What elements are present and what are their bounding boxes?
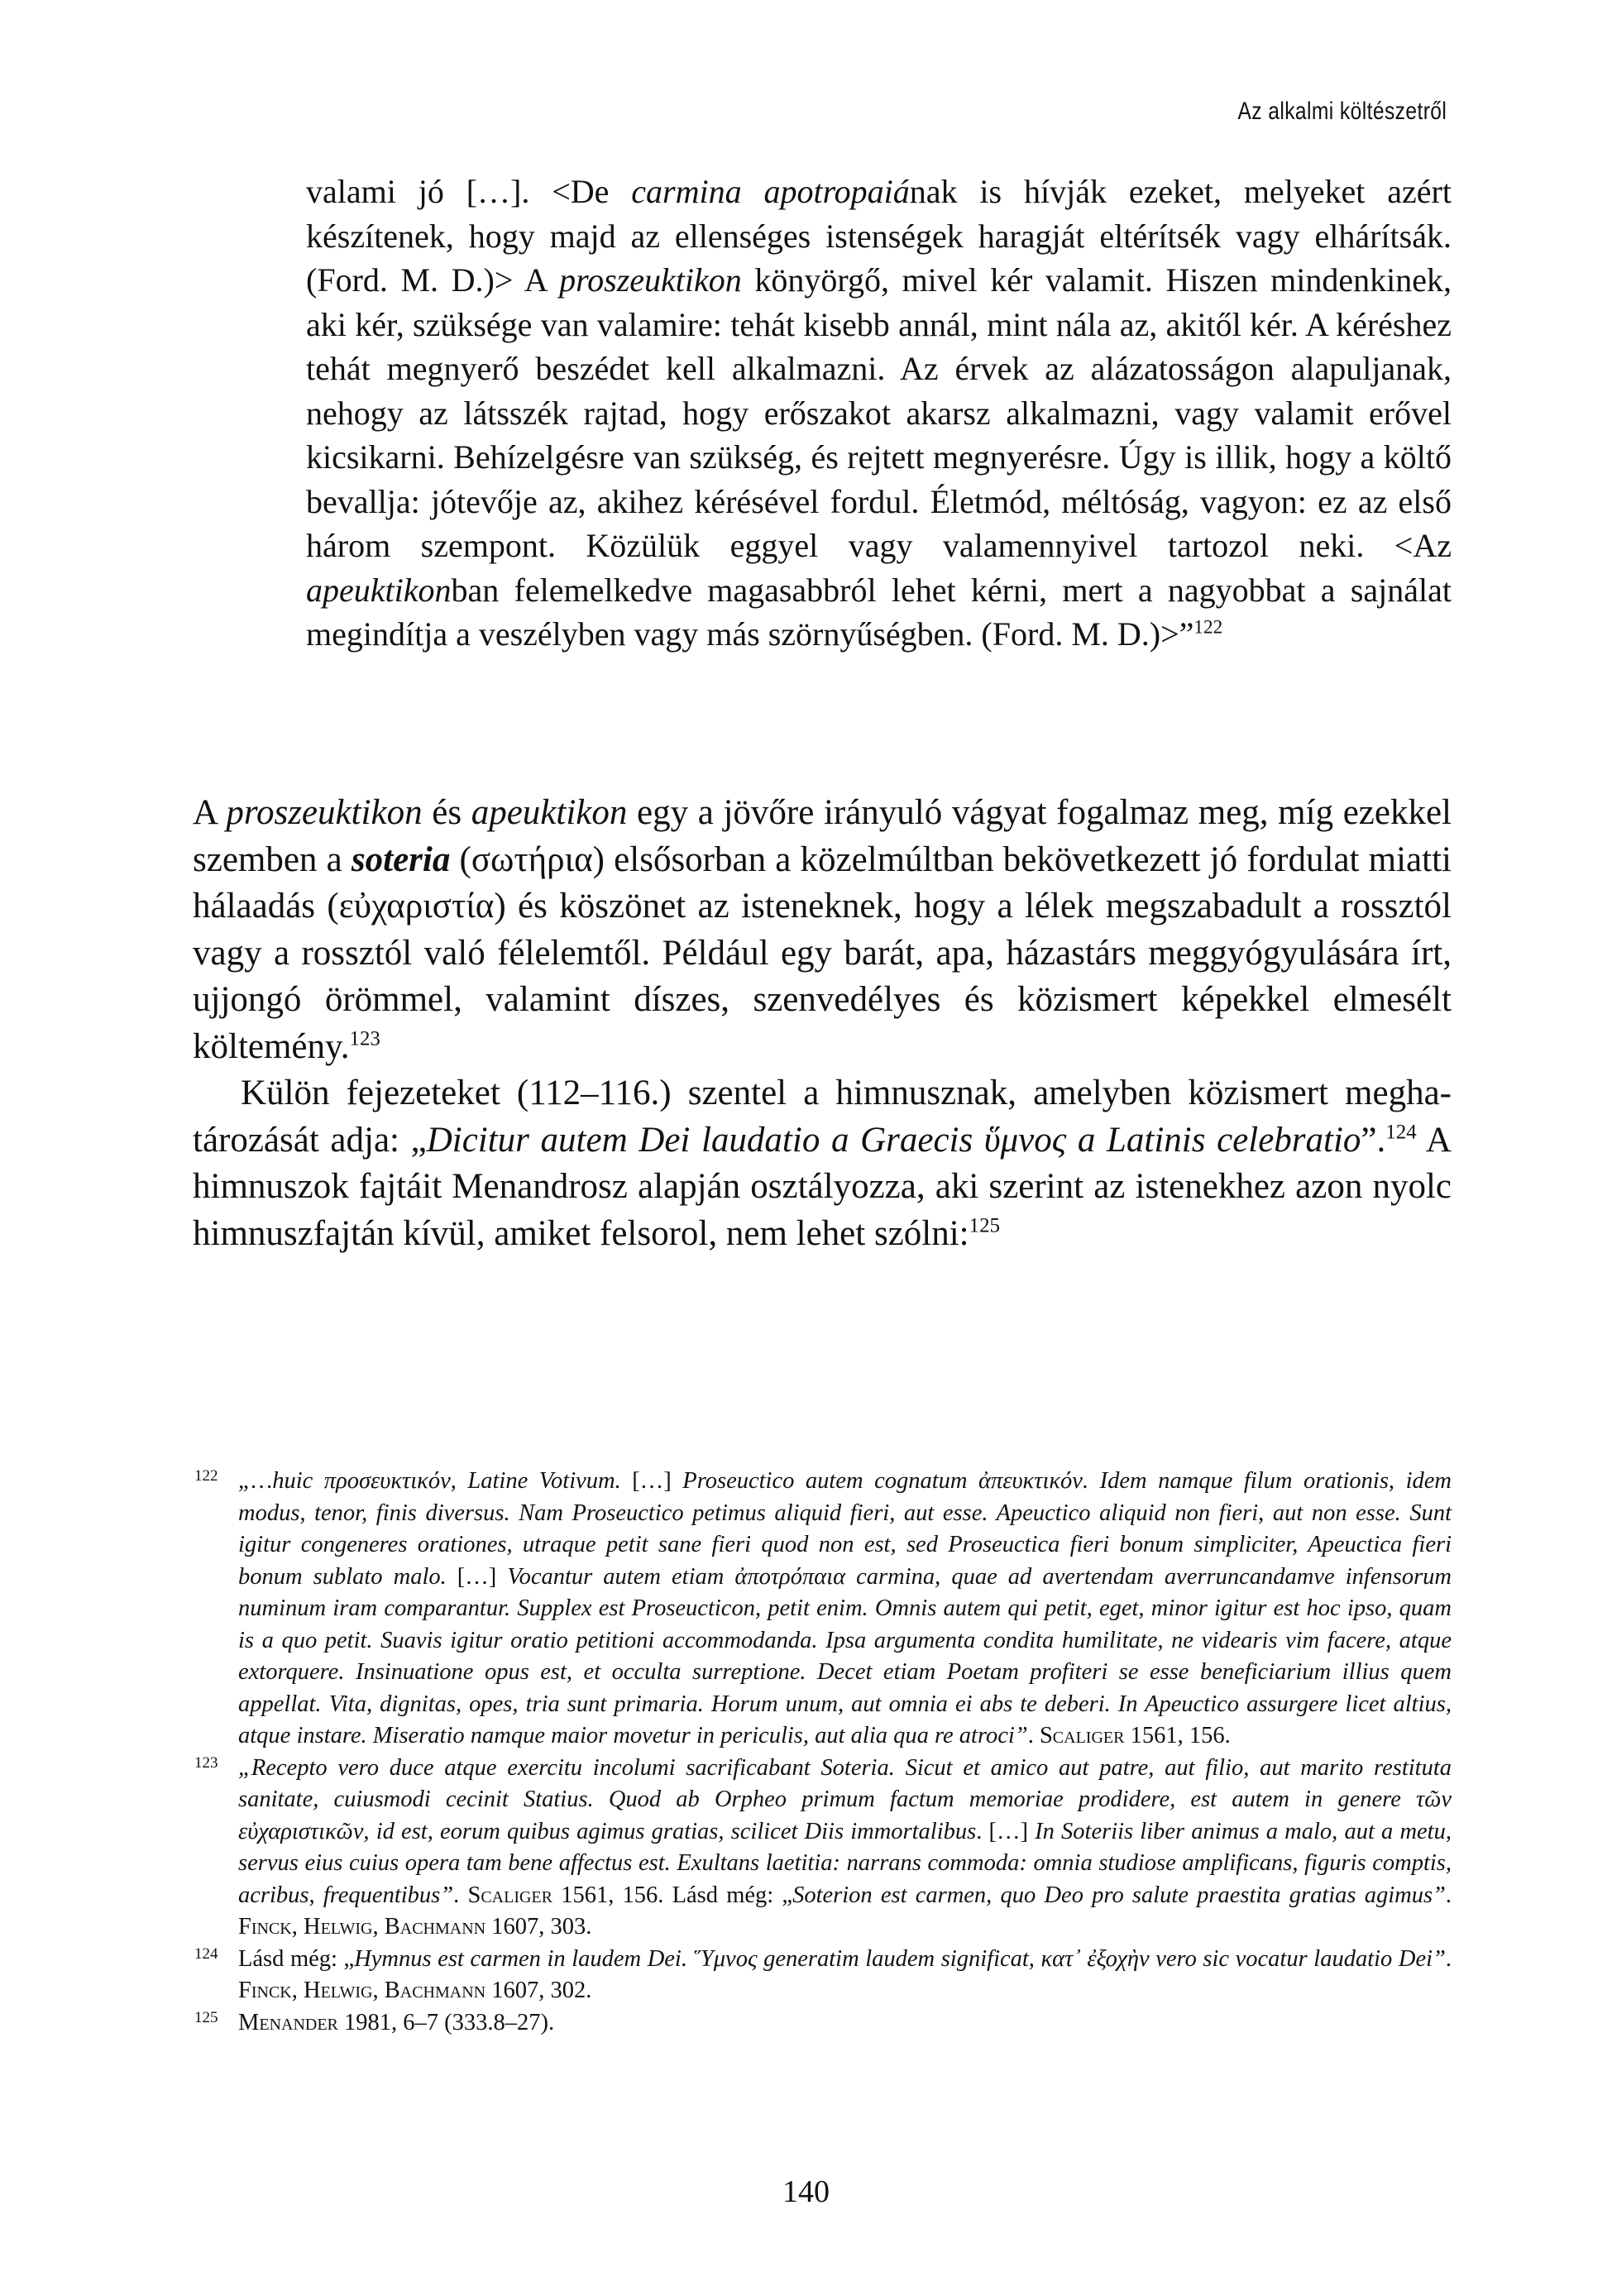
footnote-124 <box>193 1944 1452 2007</box>
term-apeuktikon: apeuktikon <box>471 793 628 832</box>
citation-author: Finck, Helwig, Bachmann <box>238 1978 486 2003</box>
paragraph-2 <box>193 1070 1452 1257</box>
punctuation: . <box>1445 1945 1452 1972</box>
quote-term-apeuktikon: apeuktikon <box>306 571 452 609</box>
footnote-125 <box>193 2007 1452 2040</box>
quote-text: ban felemelkedve magasabbról lehet kérni, mert a nagyobbat a sajnálat megindítja a veszélyben vagy más szörnyűségben. (Ford. M. D.)>” <box>306 571 1452 653</box>
body-text <box>193 790 1452 1257</box>
footnote-text: Hymnus est carmen in laudem Dei. Ὕμνος generatim laudem significat, κατ᾽ ἐξοχὴν vero sic vocatur laudatio Dei” <box>354 1945 1446 1972</box>
citation-author: Scaliger <box>1039 1723 1125 1748</box>
quote-term-proszeuktikon: proszeuktikon <box>559 261 742 299</box>
text: ”. <box>1361 1120 1386 1160</box>
citation-ref: 1607, 302. <box>486 1978 592 2003</box>
citation-author: Scaliger <box>467 1882 552 1908</box>
footnote-text: Lásd még: „ <box>238 1945 355 1972</box>
footnote-text: „…huic προσευκτικόν, Latine Votivum. <box>238 1468 633 1494</box>
footnote-text: Vocantur autem etiam ἀποτρόπαια carmina, quae ad avertendam averruncandamve infensorum numinum iram comparantur. Supplex est Proseucticon, petit enim. Omnis autem qui petit, eget, minor igitur est hoc ipso, quam is a quo petit. Suavis igitur oratio petitioni accommodanda. Ipsa argumenta condita humilitate, ne videaris vim facere, atque extorquere. Insinuatione opus est, et occulta surreptione. Decet etiam Poetam profiteri se esse beneficiarium illius quem appellat. Vita, dignitas, opes, tria sunt primaria. Horum unum, aut omnia ei abs te deberi. In Apeuctico assurgere licet altius, atque instare. Miseratio namque maior movetur in periculis, aut alia qua re atroci” <box>238 1563 1452 1748</box>
term-soteria: soteria <box>351 839 451 879</box>
block-quotation <box>306 170 1452 657</box>
footnote-text: Soterion est carmen, quo Deo pro salute praestita gratias agimus” <box>792 1882 1446 1908</box>
quote-text: nak is hívják ezeket, melyeket azért készítenek, hogy majd az ellenséges istenségek haragját eltérítsék vagy elhárítsák. (Ford. M. D.)> A <box>306 173 1452 299</box>
punctuation: . <box>453 1882 468 1908</box>
footnote-number: 123 <box>194 1753 218 1772</box>
ellipsis: […] <box>632 1468 672 1494</box>
footnote-number: 124 <box>194 1944 218 1963</box>
footnote-ref-124[interactable]: 124 <box>1385 1121 1417 1144</box>
footnotes <box>193 1466 1452 2039</box>
citation-author: Menander <box>238 2009 338 2035</box>
quote-term-carmina: carmina apotropaiá <box>631 173 910 210</box>
text: (σωτήρια) elsősorban a közelmúltban bekövetkezett jó fordulat miatti hálaadás (εὐχαριστία) és köszönet az isteneknek, hogy a lélek megszabadult a rossztól vagy a rossztól való félelemtől. Például egy barát, apa, házastárs meggyógyulására írt, ujjongó örömmel, valamint díszes, szenvedélyes és közismert képekkel elmesélt költemény. <box>193 839 1452 1066</box>
footnote-ref-125[interactable]: 125 <box>969 1214 1001 1237</box>
text: A himnuszok fajtáit Menandrosz alapján osztályozza, aki szerint az istenekhez azon nyolc himnuszfajtán kívül, amiket felsorol, nem lehet szólni: <box>193 1120 1452 1253</box>
text: és <box>422 793 471 832</box>
page-number: 140 <box>782 2174 830 2209</box>
ellipsis: […] <box>457 1563 497 1590</box>
running-head: Az alkalmi költészetről <box>1237 98 1447 125</box>
footnote-ref-122[interactable]: 122 <box>1193 616 1223 639</box>
term-proszeuktikon: proszeuktikon <box>226 793 423 832</box>
citation-ref: 1981, 6–7 (333.8–27). <box>337 2009 555 2035</box>
footnote-122 <box>193 1466 1452 1753</box>
quote-text: valami jó […]. <De <box>306 173 632 210</box>
paragraph-1 <box>193 790 1452 1070</box>
citation-ref: 1607, 303. <box>486 1914 592 1940</box>
footnote-text: In Soteriis liber animus a malo, aut a metu, servus eius cuius opera tam bene affectus est. Exultans laetitia: narrans commoda: omnia studiose amplificans, figuris comptis, acribus, frequentibus” <box>238 1818 1452 1908</box>
citation-author: Finck, Helwig, Bachmann <box>238 1914 486 1940</box>
latin-definition: Dicitur autem Dei laudatio a Graecis ὕμνος a Latinis celebratio <box>426 1120 1361 1160</box>
quote-text: könyörgő, mivel kér valamit. Hiszen mindenkinek, aki kér, szüksége van valamire: tehát kisebb annál, mint nála az, akitől kér. A kéréshez tehát megnyerő beszédet kell alkalmazni. Az érvek az alázatosságon alapuljanak, nehogy az látsszék rajtad, hogy erőszakot akarsz alkalmazni, vagy valamit erővel kicsikarni. Behízelgésre van szükség, és rejtett megnyerésre. Úgy is illik, hogy a költő bevallja: jótevője az, akihez kérésével fordul. Életmód, méltóság, vagyon: ez az első három szempont. Közülük eggyel vagy valamennyivel tartozol neki. <Az <box>306 261 1452 564</box>
footnote-number: 125 <box>194 2008 218 2026</box>
footnote-ref-123[interactable]: 123 <box>349 1027 380 1050</box>
footnote-123 <box>193 1753 1452 1944</box>
text: egy a jövőre irányuló vágyat fogalmaz meg, míg ezekkel szemben a <box>193 793 1452 879</box>
footnote-text: Proseuctico autem cognatum ἀπευκτικόν. Idem namque filum orationis, idem modus, tenor, finis diversus. Nam Proseuctico petimus aliquid fieri, aut esse. Apeuctico aliquid non fieri, aut non esse. Sunt igitur congeneres orationes, utraque petit sane fieri quod non est, sed Proseuctica fieri bonum simpliciter, Apeuctica fieri bonum sublato malo. <box>238 1468 1452 1590</box>
punctuation: . <box>1027 1723 1040 1748</box>
ellipsis: . […] <box>976 1818 1036 1844</box>
citation-ref: 1561, 156. Lásd még: „ <box>552 1882 793 1908</box>
text: Külön fejezeteket (112–116.) szentel a himnusznak, amelyben közismert meghatározását adja: „ <box>193 1074 1452 1160</box>
footnote-number: 122 <box>194 1467 218 1485</box>
footnote-text: „Recepto vero duce atque exercitu incolumi sacrificabant Soteria. Sicut et amico aut patre, aut filio, aut marito restituta sanitate, cuiusmodi cecinit Statius. Quod ab Orpheo primum factum memoriae prodidere, est autem in genere τῶν εὐχαριστικῶν, id est, eorum quibus agimus gratias, scilicet Diis immortalibus <box>238 1754 1452 1844</box>
citation-ref: 1561, 156. <box>1124 1723 1231 1748</box>
text: A <box>193 793 227 832</box>
punctuation: . <box>1445 1882 1452 1908</box>
